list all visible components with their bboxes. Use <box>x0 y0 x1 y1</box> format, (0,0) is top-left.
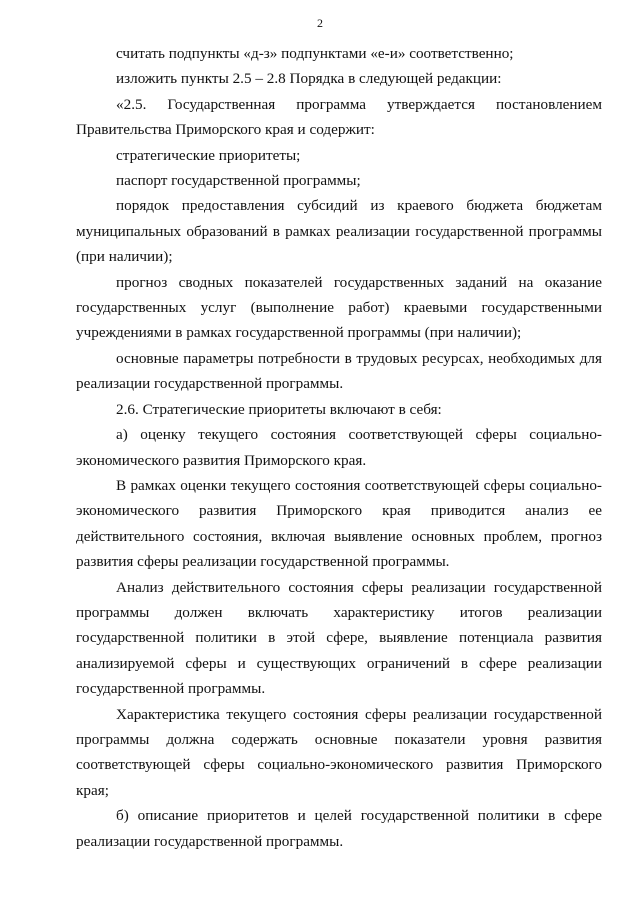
paragraph-13: Характеристика текущего состояния сферы реализации государственной программы должна содержать основные показатели уровня развития соответствующей сферы социально-экономического развития Приморского края; <box>76 705 602 799</box>
paragraph-5: паспорт государственной программы; <box>116 172 361 190</box>
paragraph-4: стратегические приоритеты; <box>116 146 301 164</box>
paragraph-3: «2.5. Государственная программа утверждается постановлением Правительства Приморского края и содержит: <box>76 95 602 139</box>
paragraph-11: В рамках оценки текущего состояния соответствующей сферы социально-экономического развития Приморского края приводится анализ ее действительного состояния, включая выявление основных проблем, прогноз развития сферы реализации государственной программы. <box>76 476 602 571</box>
paragraph-8: основные параметры потребности в трудовых ресурсах, необходимых для реализации государственной программы. <box>76 349 602 393</box>
paragraph-14: б) описание приоритетов и целей государственной политики в сфере реализации государственной программы. <box>76 807 602 850</box>
paragraph-12: Анализ действительного состояния сферы реализации государственной программы должен включать характеристику итогов реализации государственной политики в этой сфере, выявление потенциала развития анализируемой сферы и существующих ограничений в сфере реализации государственной программы. <box>76 578 602 698</box>
paragraph-7: прогноз сводных показателей государственных заданий на оказание государственных услуг (выполнение работ) краевыми государственными учреждениями в рамках государственной программы (при наличии); <box>76 273 602 342</box>
paragraph-10: а) оценку текущего состояния соответствующей сферы социально-экономического развития Приморского края. <box>76 426 602 469</box>
paragraph-9: 2.6. Стратегические приоритеты включают в себя: <box>116 400 442 418</box>
document-body <box>76 41 602 854</box>
paragraph-1: считать подпункты «д-з» подпунктами «е-и» соответственно; <box>116 45 514 62</box>
paragraph-2: изложить пункты 2.5 – 2.8 Порядка в следующей редакции: <box>116 70 502 88</box>
page-number: 2 <box>317 16 323 30</box>
paragraph-6: порядок предоставления субсидий из краевого бюджета бюджетам муниципальных образований в рамках реализации государственной программы (при наличии); <box>76 197 602 266</box>
